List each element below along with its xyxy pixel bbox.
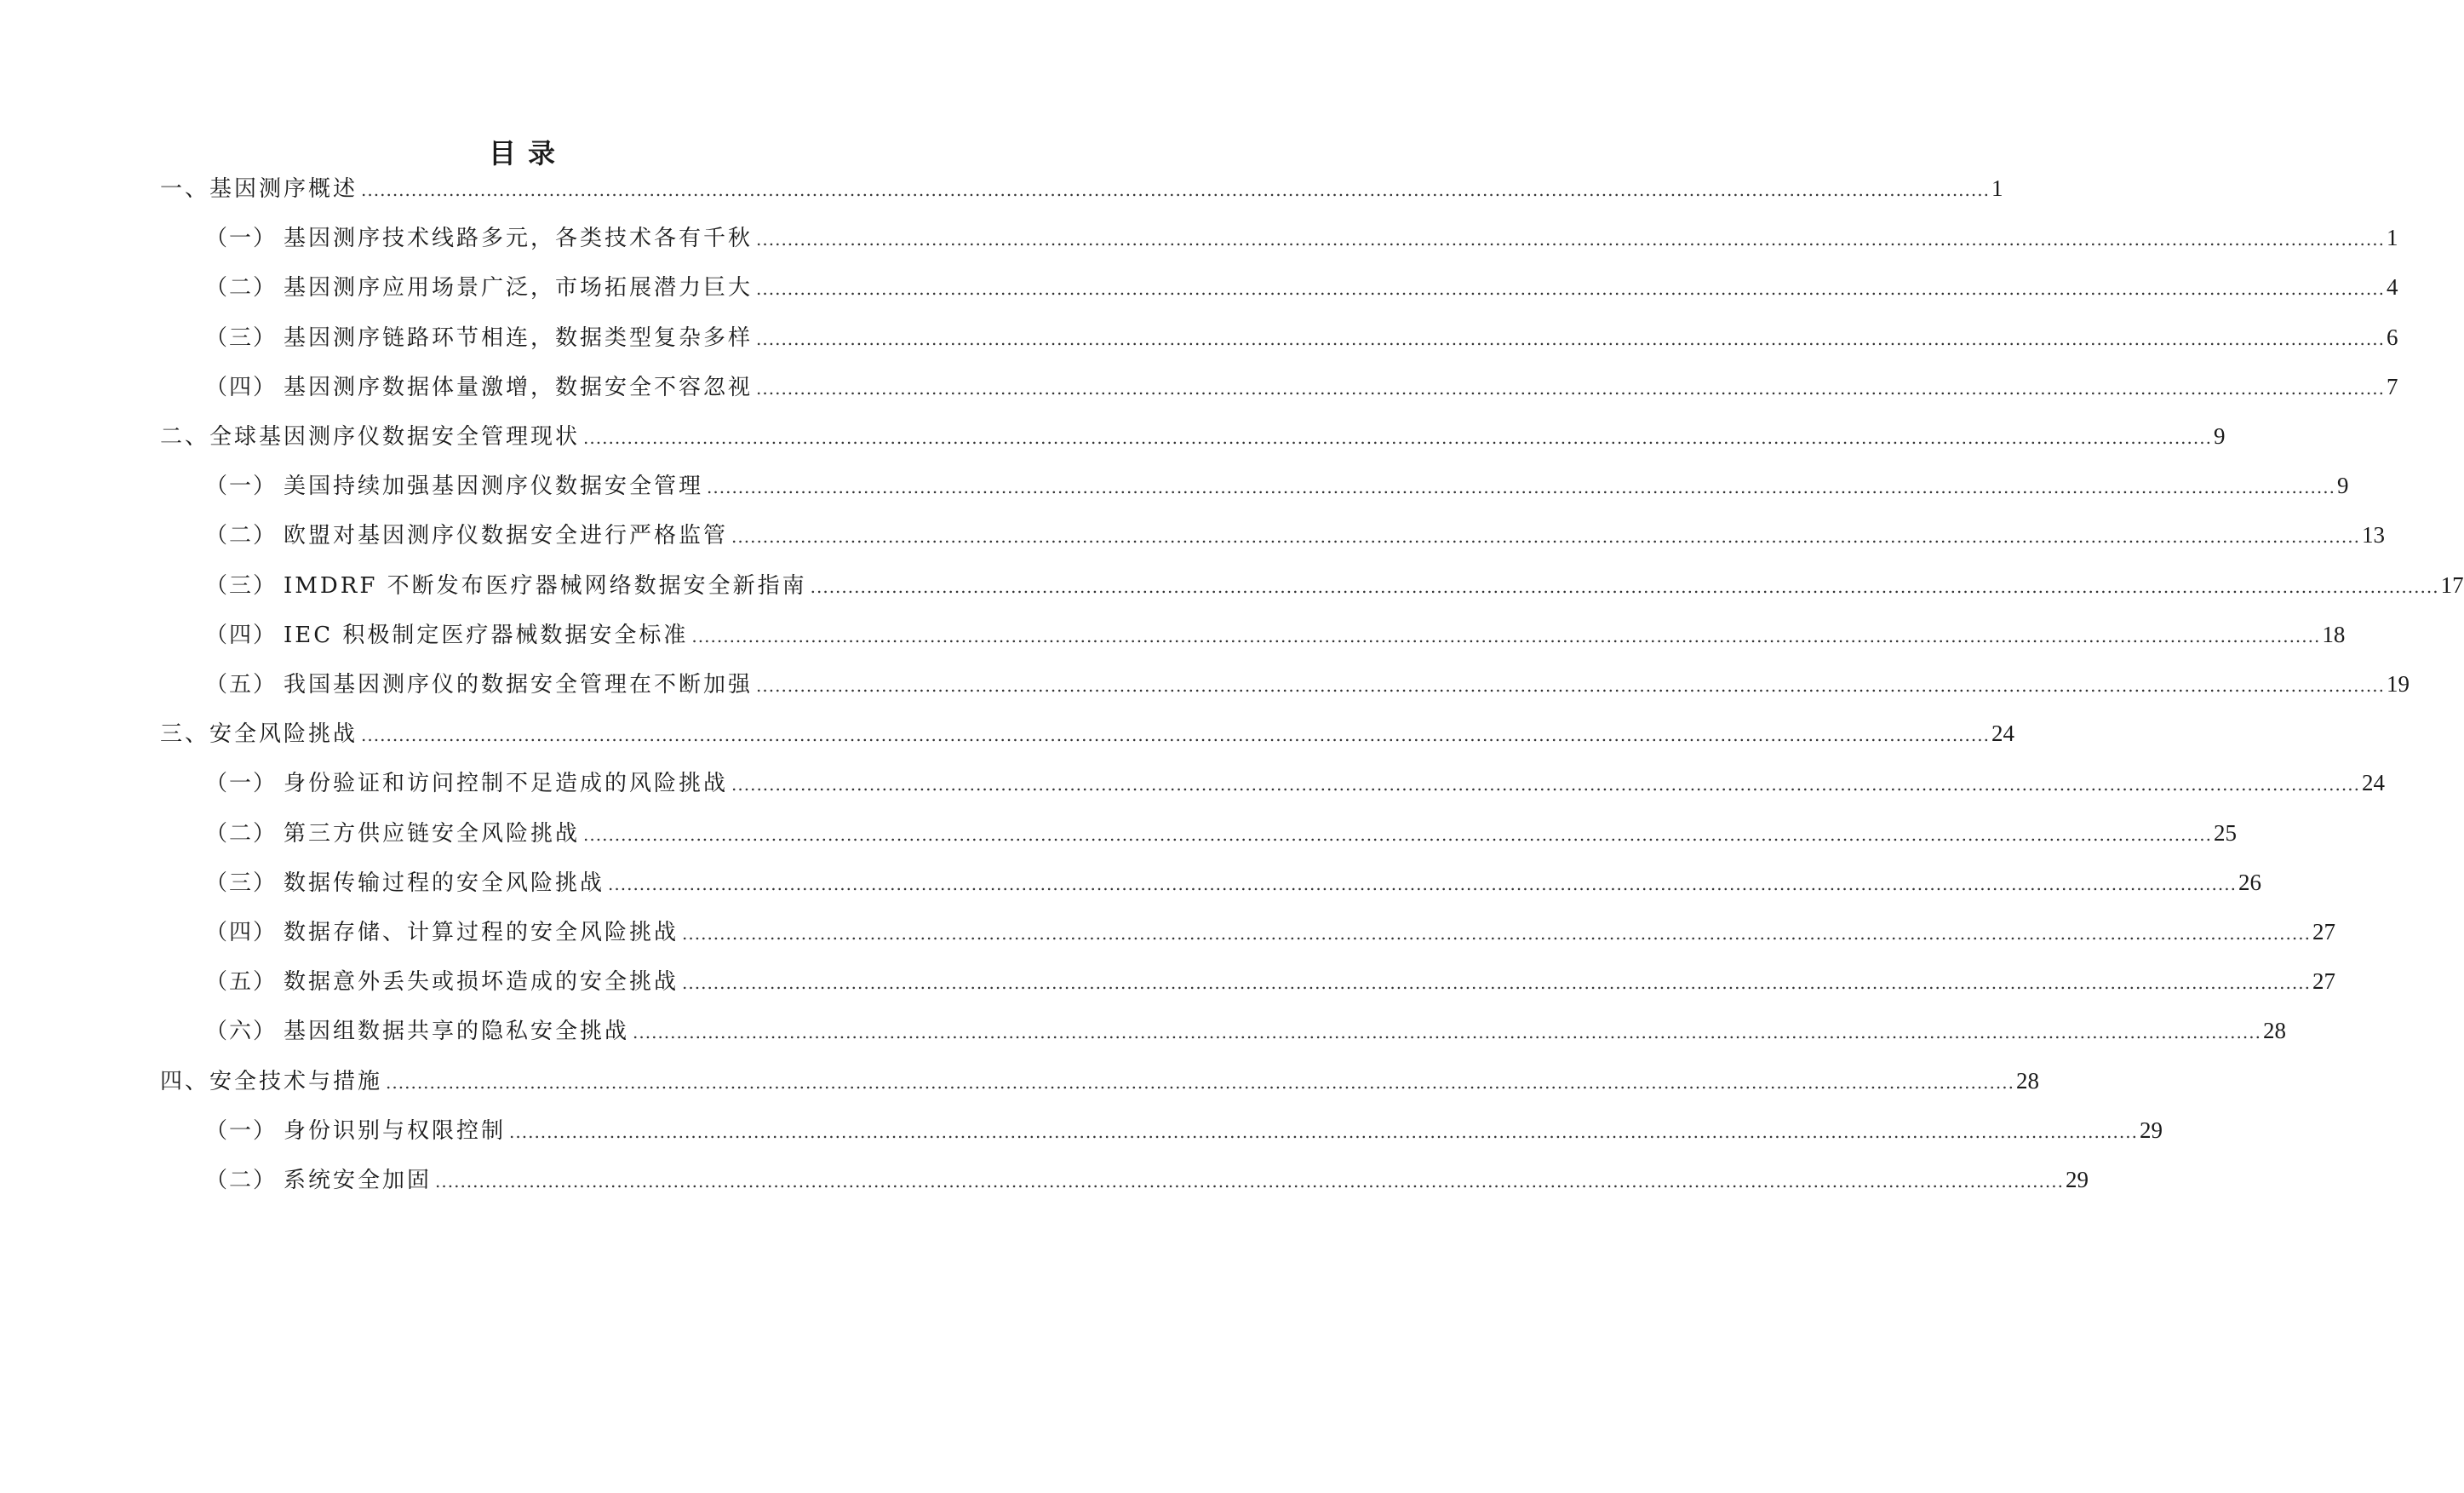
- toc-entry-page-number: 17: [2440, 571, 2464, 598]
- toc-entry[interactable]: [205, 468, 2349, 502]
- toc-entry-number: （五）: [205, 969, 278, 996]
- toc-entry-number: （二）: [205, 523, 278, 549]
- toc-entry-number: （六）: [205, 1019, 278, 1045]
- toc-entry-title: 基因测序数据体量激增，数据安全不容忽视: [284, 374, 754, 400]
- dot-leader: ....................................................................................................................................................................................................................................................................: [756, 377, 2385, 399]
- toc-entry-title: 数据传输过程的安全风险挑战: [284, 870, 605, 896]
- toc-entry[interactable]: [160, 171, 2003, 205]
- toc-entry-title: 系统安全加固: [284, 1168, 433, 1193]
- toc-entry[interactable]: [205, 370, 2398, 404]
- toc-entry-number: （四）: [205, 920, 278, 945]
- toc-entry-number: （五）: [205, 672, 278, 698]
- toc-entry-title: IMDRF 不断发布医疗器械网络数据安全新指南: [284, 572, 807, 599]
- toc-entry[interactable]: [205, 1113, 2163, 1147]
- toc-entry-title: 基因测序技术线路多元，各类技术各有千秋: [284, 226, 754, 252]
- toc-entry[interactable]: [205, 270, 2398, 304]
- toc-entry-number: （四）: [205, 374, 278, 400]
- toc-entry-title: 基因测序链路环节相连，数据类型复杂多样: [284, 324, 754, 351]
- toc-entry-page-number: 6: [2386, 324, 2398, 350]
- dot-leader: ....................................................................................................................................................................................................................................................................: [583, 428, 2212, 448]
- toc-entry[interactable]: [160, 419, 2226, 453]
- toc-entry-title: 数据意外丢失或损坏造成的安全挑战: [284, 969, 679, 996]
- toc-entry-page-number: 1: [2386, 225, 2398, 251]
- toc-entry-page-number: 26: [2238, 869, 2261, 895]
- dot-leader: ....................................................................................................................................................................................................................................................................: [756, 675, 2385, 696]
- toc-entry-page-number: 28: [2262, 1018, 2286, 1044]
- toc-entry[interactable]: [160, 1064, 2039, 1098]
- toc-entry-number: （三）: [205, 324, 278, 351]
- toc-entry-title: 数据存储、计算过程的安全风险挑战: [284, 920, 679, 945]
- toc-entry-page-number: 29: [2139, 1117, 2163, 1143]
- toc-entry-page-number: 9: [2213, 423, 2226, 449]
- toc-entry-title: 基因测序应用场景广泛，市场拓展潜力巨大: [284, 275, 754, 301]
- toc-entry[interactable]: [205, 320, 2398, 354]
- toc-entry-title: 全球基因测序仪数据安全管理现状: [209, 424, 581, 450]
- toc-entry[interactable]: [205, 1163, 2089, 1197]
- toc-entry-number: （三）: [205, 572, 278, 599]
- toc-entry-title: 我国基因测序仪的数据安全管理在不断加强: [284, 672, 754, 698]
- toc-entry[interactable]: [205, 667, 2410, 701]
- toc-entry-title: IEC 积极制定医疗器械数据安全标准: [284, 622, 689, 648]
- dot-leader: ....................................................................................................................................................................................................................................................................: [756, 279, 2385, 300]
- toc-entry-page-number: 4: [2386, 274, 2398, 301]
- toc-entry[interactable]: [205, 915, 2335, 949]
- toc-entry-number: 一、: [160, 176, 210, 202]
- toc-entry-page-number: 18: [2322, 621, 2346, 647]
- dot-leader: ....................................................................................................................................................................................................................................................................: [756, 328, 2385, 349]
- toc-entry-title: 安全风险挑战: [209, 721, 358, 748]
- toc-entry-page-number: 9: [2336, 473, 2349, 499]
- toc-entry-page-number: 13: [2361, 522, 2385, 548]
- toc-entry-number: （四）: [205, 622, 278, 648]
- toc-entry-title: 第三方供应链安全风险挑战: [284, 820, 581, 847]
- toc-entry[interactable]: [205, 518, 2385, 552]
- dot-leader: ....................................................................................................................................................................................................................................................................: [608, 873, 2237, 894]
- toc-entry-number: （一）: [205, 474, 278, 500]
- dot-leader: ....................................................................................................................................................................................................................................................................: [810, 576, 2439, 597]
- toc-entry-title: 身份识别与权限控制: [284, 1117, 507, 1144]
- toc-entry[interactable]: [205, 568, 2464, 602]
- dot-leader: ....................................................................................................................................................................................................................................................................: [682, 973, 2311, 994]
- toc-entry-title: 身份验证和访问控制不足造成的风险挑战: [284, 771, 729, 797]
- toc-entry-title: 美国持续加强基因测序仪数据安全管理: [284, 474, 704, 500]
- toc-entry-page-number: 1: [1991, 175, 2003, 201]
- toc-entry-number: （二）: [205, 1168, 278, 1193]
- dot-leader: ....................................................................................................................................................................................................................................................................: [509, 1121, 2138, 1142]
- dot-leader: ....................................................................................................................................................................................................................................................................: [633, 1022, 2261, 1043]
- toc-entry-number: 二、: [160, 424, 210, 450]
- toc-entry-page-number: 24: [2361, 770, 2385, 796]
- toc-entry-title: 安全技术与措施: [209, 1068, 383, 1094]
- dot-leader: ....................................................................................................................................................................................................................................................................: [731, 526, 2360, 548]
- toc-entry[interactable]: [205, 766, 2385, 800]
- toc-entry-page-number: 28: [2015, 1067, 2039, 1094]
- toc-entry-number: （三）: [205, 870, 278, 896]
- toc-entry-page-number: 7: [2386, 373, 2398, 399]
- toc-entry[interactable]: [205, 221, 2398, 255]
- dot-leader: ....................................................................................................................................................................................................................................................................: [731, 774, 2360, 795]
- dot-leader: ....................................................................................................................................................................................................................................................................: [361, 180, 1990, 200]
- toc-entry[interactable]: [205, 1014, 2286, 1048]
- toc-entry-page-number: 27: [2312, 968, 2335, 995]
- toc-entry[interactable]: [205, 816, 2237, 850]
- toc-entry-page-number: 29: [2065, 1167, 2089, 1192]
- toc-entry-title: 基因测序概述: [209, 176, 358, 202]
- dot-leader: ....................................................................................................................................................................................................................................................................: [435, 1171, 2064, 1192]
- toc-entry[interactable]: [205, 865, 2261, 899]
- dot-leader: ....................................................................................................................................................................................................................................................................: [386, 1071, 2014, 1093]
- dot-leader: ....................................................................................................................................................................................................................................................................: [682, 923, 2311, 944]
- toc-entry[interactable]: [205, 617, 2346, 652]
- toc-entry-number: （一）: [205, 226, 278, 252]
- toc-entry-page-number: 24: [1991, 721, 2014, 747]
- toc-entry-number: （二）: [205, 820, 278, 847]
- toc-entry-title: 基因组数据共享的隐私安全挑战: [284, 1019, 630, 1045]
- toc-entry-page-number: 27: [2312, 919, 2335, 945]
- dot-leader: ....................................................................................................................................................................................................................................................................: [583, 824, 2212, 845]
- toc-entry-page-number: 19: [2386, 671, 2410, 697]
- toc-entry-number: 三、: [160, 721, 210, 748]
- toc-entry-number: （二）: [205, 275, 278, 301]
- dot-leader: ....................................................................................................................................................................................................................................................................: [691, 625, 2321, 646]
- dot-leader: ....................................................................................................................................................................................................................................................................: [756, 229, 2385, 250]
- toc-entry-number: 四、: [160, 1068, 210, 1094]
- dot-leader: ....................................................................................................................................................................................................................................................................: [361, 725, 1990, 746]
- toc-entry[interactable]: [160, 716, 2014, 750]
- toc-entry-number: （一）: [205, 771, 278, 797]
- toc-entry-page-number: 25: [2213, 819, 2237, 846]
- dot-leader: ....................................................................................................................................................................................................................................................................: [707, 477, 2335, 498]
- toc-entry-number: （一）: [205, 1117, 278, 1144]
- toc-entry[interactable]: [205, 964, 2335, 998]
- page-title: 目录: [488, 137, 567, 169]
- toc-entry-title: 欧盟对基因测序仪数据安全进行严格监管: [284, 523, 729, 549]
